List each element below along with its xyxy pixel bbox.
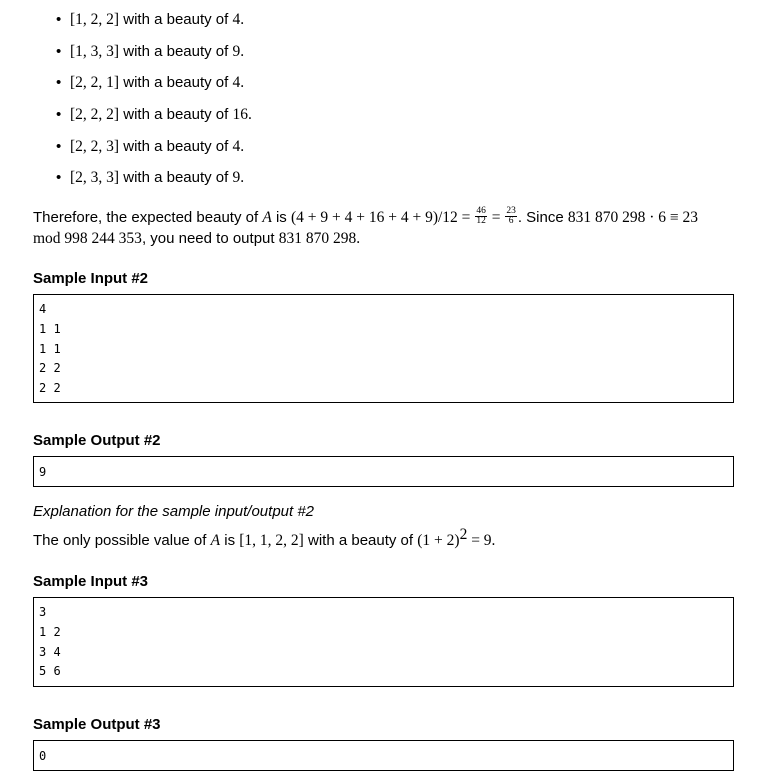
fraction-denominator: 12 bbox=[476, 215, 486, 226]
bullet-icon: • bbox=[56, 43, 62, 60]
sequence: [2, 2, 3] bbox=[70, 138, 120, 155]
bullet-icon: • bbox=[56, 138, 62, 155]
sample-output-3-title: Sample Output #3 bbox=[33, 716, 161, 733]
code-line: 1 1 bbox=[39, 342, 61, 356]
fraction-numerator: 23 bbox=[506, 205, 516, 216]
bullet-icon: • bbox=[56, 11, 62, 28]
para-text: Therefore, the expected beauty of bbox=[33, 209, 263, 226]
code-line: 1 1 bbox=[39, 322, 61, 336]
exponent: 2 bbox=[459, 526, 468, 543]
item-text: with a beauty of bbox=[119, 11, 233, 28]
para-text: is bbox=[271, 209, 291, 226]
code-line: 0 bbox=[39, 749, 47, 763]
bullet-icon: • bbox=[56, 169, 62, 186]
sample-input-3-title: Sample Input #3 bbox=[33, 573, 149, 590]
sequence: [2, 2, 2] bbox=[70, 106, 120, 123]
sample-output-2-box bbox=[33, 456, 734, 487]
expected-beauty-paragraph bbox=[33, 205, 698, 228]
para-text: with a beauty of bbox=[303, 532, 418, 549]
modulus-expression: mod 998 244 353 bbox=[33, 230, 142, 247]
sample-input-2-box bbox=[33, 294, 734, 403]
item-text: with a beauty of bbox=[119, 138, 233, 155]
code-line: 1 2 bbox=[39, 625, 61, 639]
fraction-numerator: 46 bbox=[476, 205, 486, 216]
beauty-value: 9. bbox=[232, 43, 245, 60]
fraction-23-6 bbox=[505, 207, 517, 226]
para-text: , you need to output bbox=[141, 230, 279, 247]
answer-value: 831 870 298. bbox=[278, 230, 361, 247]
sequence: [2, 2, 1] bbox=[70, 74, 120, 91]
explanation-2-title: Explanation for the sample input/output #2 bbox=[33, 503, 315, 520]
beauty-value: 4. bbox=[232, 138, 245, 155]
code-line: 3 4 bbox=[39, 645, 61, 659]
beauty-expression: (1 + 2) bbox=[417, 532, 460, 549]
congruence-expression: 831 870 298 · 6 ≡ 23 bbox=[567, 209, 698, 226]
beauty-value: 9. bbox=[232, 169, 245, 186]
sequence: [1, 2, 2] bbox=[70, 11, 120, 28]
code-line: 5 6 bbox=[39, 664, 61, 678]
sample-input-3-box bbox=[33, 597, 734, 687]
beauty-value: 4. bbox=[232, 11, 245, 28]
item-text: with a beauty of bbox=[119, 169, 233, 186]
item-text: with a beauty of bbox=[119, 74, 233, 91]
item-text: with a beauty of bbox=[119, 43, 233, 60]
bullet-icon: • bbox=[56, 74, 62, 91]
variable-a: A bbox=[262, 209, 272, 226]
para-text: is bbox=[220, 532, 240, 549]
variable-a: A bbox=[210, 532, 221, 549]
fraction-46-12 bbox=[475, 207, 487, 226]
beauty-result: = 9. bbox=[467, 532, 496, 549]
code-line: 2 2 bbox=[39, 381, 61, 395]
para-text: . Since bbox=[517, 209, 568, 226]
bullet-icon: • bbox=[56, 106, 62, 123]
expected-expression: (4 + 9 + 4 + 16 + 4 + 9)/12 = bbox=[290, 209, 475, 226]
code-line: 4 bbox=[39, 302, 47, 316]
beauty-value: 16. bbox=[232, 106, 252, 123]
explanation-2-text bbox=[33, 526, 496, 551]
beauty-value: 4. bbox=[232, 74, 245, 91]
expected-beauty-paragraph-line2 bbox=[33, 229, 360, 249]
sequence: [2, 3, 3] bbox=[70, 169, 120, 186]
sequence: [1, 3, 3] bbox=[70, 43, 120, 60]
equals-sign: = bbox=[487, 209, 505, 226]
sequence: [1, 1, 2, 2] bbox=[239, 532, 304, 549]
para-text: The only possible value of bbox=[33, 532, 211, 549]
sample-input-2-title: Sample Input #2 bbox=[33, 270, 149, 287]
code-line: 3 bbox=[39, 605, 47, 619]
item-text: with a beauty of bbox=[119, 106, 233, 123]
fraction-denominator: 6 bbox=[508, 215, 514, 226]
sample-output-2-title: Sample Output #2 bbox=[33, 432, 161, 449]
code-line: 2 2 bbox=[39, 361, 61, 375]
sample-output-3-box bbox=[33, 740, 734, 771]
code-line: 9 bbox=[39, 465, 47, 479]
